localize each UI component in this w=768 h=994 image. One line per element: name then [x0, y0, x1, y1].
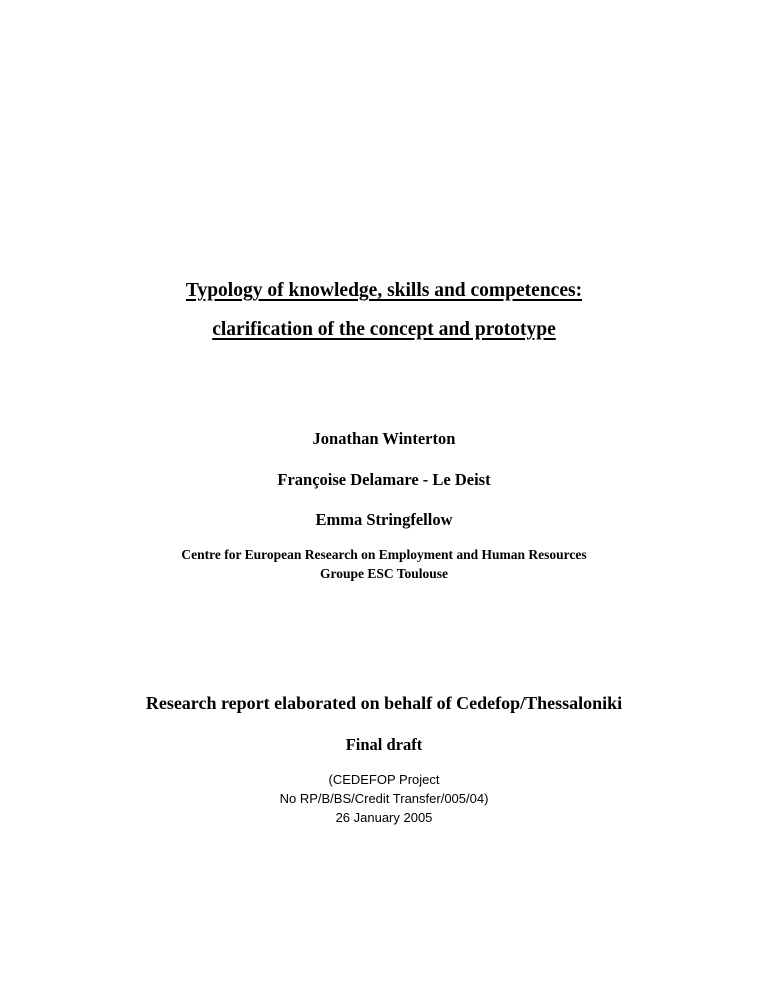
author-name: Emma Stringfellow [315, 510, 453, 529]
document-title-line-1: Typology of knowledge, skills and competences: [185, 280, 583, 301]
author-name: Françoise Delamare - Le Deist [277, 470, 491, 489]
document-status: Final draft [345, 735, 423, 754]
report-statement: Research report elaborated on behalf of Cedefop/Thessaloniki [145, 693, 623, 713]
project-line-2: No RP/B/BS/Credit Transfer/005/04) [279, 791, 489, 806]
document-title-line-2: clarification of the concept and prototype [212, 319, 556, 340]
affiliation-line-2: Groupe ESC Toulouse [319, 566, 449, 581]
document-date: 26 January 2005 [335, 810, 433, 825]
affiliation-line-1: Centre for European Research on Employment and Human Resources [181, 547, 587, 562]
author-name: Jonathan Winterton [312, 429, 456, 448]
project-line-1: (CEDEFOP Project [328, 772, 440, 787]
